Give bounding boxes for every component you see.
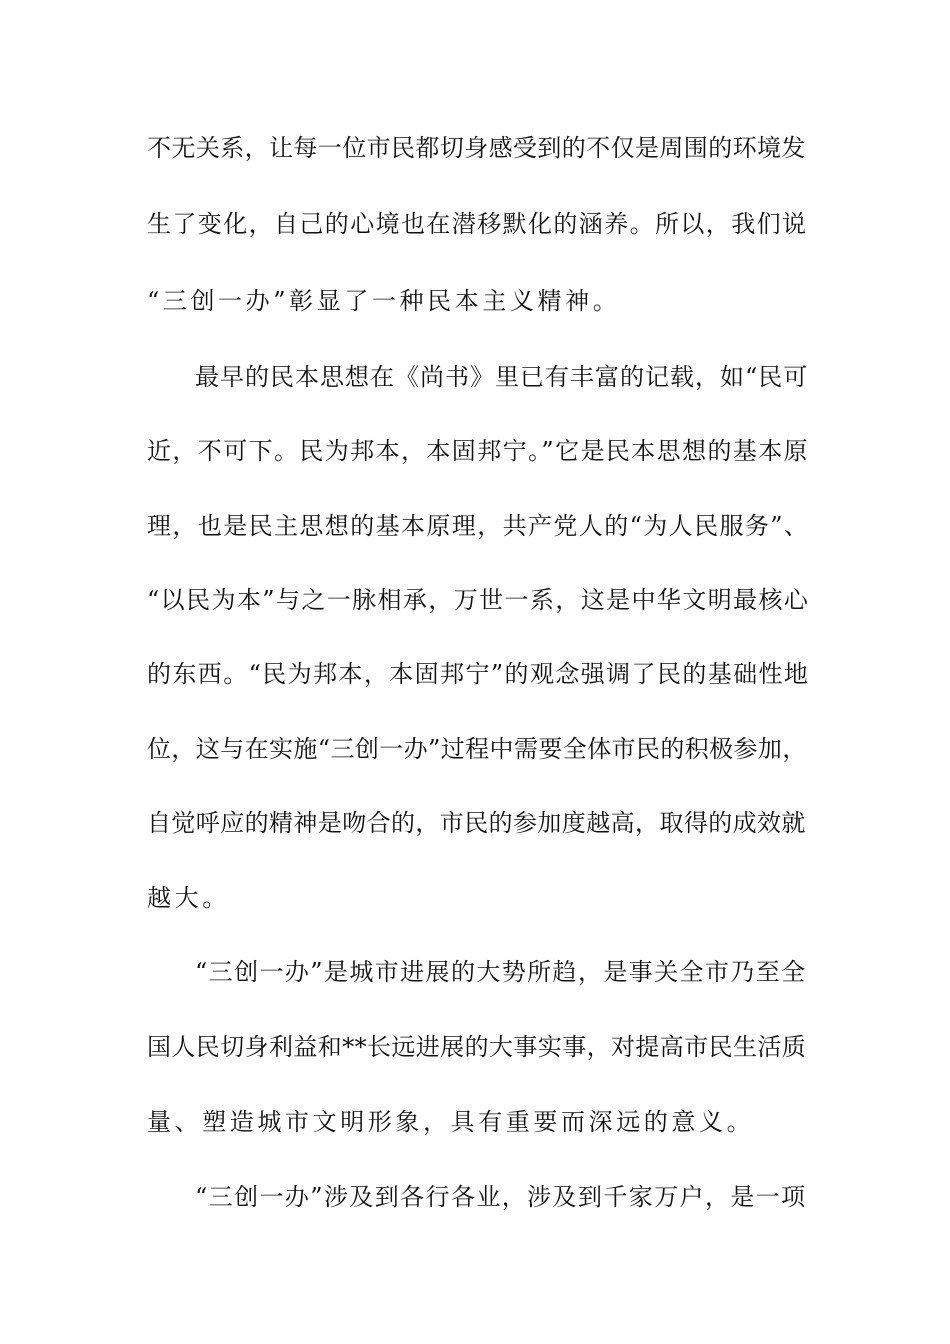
text-line: 越大。	[147, 884, 230, 912]
text-line: 自觉呼应的精神是吻合的，市民的参加度越高，取得的成效就	[147, 809, 806, 837]
text-line: 生了变化，自己的心境也在潜移默化的涵养。所以，我们说	[147, 210, 808, 238]
text-line: 不无关系，让每一位市民都切身感受到的不仅是周围的环境发	[147, 134, 806, 162]
text-line: “三创一办”彰显了一种民本主义精神。	[147, 287, 621, 315]
paragraph-first-line: 最早的民本思想在《尚书》里已有丰富的记载，如“民可	[195, 363, 809, 391]
text-line: 量、塑造城市文明形象，具有重要而深远的意义。	[147, 1108, 755, 1136]
text-line: 国人民切身利益和**长远进展的大事实事，对提高市民生活质	[147, 1033, 807, 1061]
text-line: 位，这与在实施“三创一办”过程中需要全体市民的积极参加，	[147, 735, 807, 763]
paragraph-first-line: “三创一办”是城市进展的大势所趋，是事关全市乃至全	[195, 958, 807, 986]
text-line: 理，也是民主思想的基本原理，共产党人的“为人民服务”、	[147, 512, 810, 540]
text-line: “以民为本”与之一脉相承，万世一系，这是中华文明最核心	[147, 586, 810, 614]
text-line: 近，不可下。民为邦本，本固邦宁。”它是民本思想的基本原	[147, 437, 810, 465]
text-line: 的东西。“民为邦本，本固邦宁”的观念强调了民的基础性地	[147, 660, 810, 688]
paragraph-first-line: “三创一办”涉及到各行各业，涉及到千家万户，是一项	[195, 1183, 807, 1211]
